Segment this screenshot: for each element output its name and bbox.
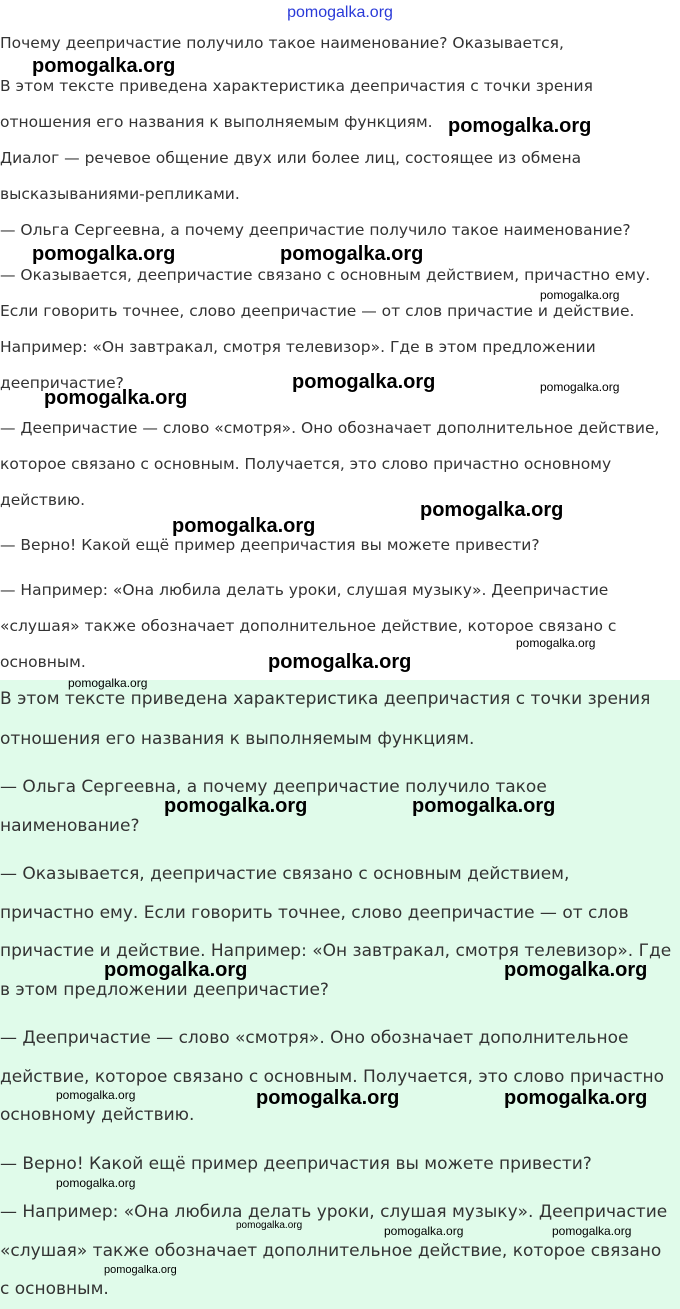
- watermark-text: pomogalka.org: [56, 1176, 136, 1190]
- site-header-link[interactable]: pomogalka.org: [287, 4, 393, 21]
- answer-line: «слушая» также обозначает дополнительное действие, которое связано: [0, 1241, 662, 1261]
- task-line: которое связано с основным. Получается, это слово причастно основному: [0, 455, 612, 473]
- answer-line: причастно ему. Если говорить точнее, слово деепричастие — от слов: [0, 903, 629, 923]
- watermark-text: pomogalka.org: [412, 795, 556, 817]
- watermark-text: pomogalka.org: [56, 1088, 136, 1102]
- watermark-text: pomogalka.org: [32, 243, 176, 265]
- task-line: — Ольга Сергеевна, а почему деепричастие получило такое наименование?: [0, 221, 631, 239]
- answer-line: отношения его названия к выполняемым функциям.: [0, 729, 475, 749]
- answer-line: — Деепричастие — слово «смотря». Оно обозначает дополнительное: [0, 1028, 629, 1048]
- task-line: В этом тексте приведена характеристика деепричастия с точки зрения: [0, 77, 593, 95]
- watermark-text: pomogalka.org: [44, 387, 188, 409]
- watermark-text: pomogalka.org: [172, 515, 316, 537]
- watermark-text: pomogalka.org: [104, 1264, 177, 1276]
- answer-line: действие, которое связано с основным. Получается, это слово причастно: [0, 1067, 665, 1087]
- watermark-text: pomogalka.org: [104, 959, 248, 981]
- answer-line: в этом предложении деепричастие?: [0, 980, 329, 1000]
- watermark-text: pomogalka.org: [540, 288, 620, 302]
- watermark-text: pomogalka.org: [516, 636, 596, 650]
- task-line: — Верно! Какой ещё пример деепричастия вы можете привести?: [0, 536, 540, 554]
- watermark-text: pomogalka.org: [420, 499, 564, 521]
- watermark-text: pomogalka.org: [32, 55, 176, 77]
- task-line: Если говорить точнее, слово деепричастие — от слов причастие и действие.: [0, 302, 635, 320]
- watermark-text: pomogalka.org: [504, 1087, 648, 1109]
- task-line: — Например: «Она любила делать уроки, слушая музыку». Деепричастие: [0, 581, 609, 599]
- answer-line: основному действию.: [0, 1105, 195, 1125]
- answer-line: причастие и действие. Например: «Он завтракал, смотря телевизор». Где: [0, 941, 672, 961]
- answer-block: [0, 680, 680, 1309]
- task-line: — Оказывается, деепричастие связано с основным действием, причастно ему.: [0, 266, 651, 284]
- task-line: Почему деепричастие получило такое наименование? Оказывается,: [0, 34, 564, 52]
- watermark-text: pomogalka.org: [504, 959, 648, 981]
- watermark-text: pomogalka.org: [164, 795, 308, 817]
- answer-line: с основным.: [0, 1279, 109, 1299]
- answer-line: — Например: «Она любила делать уроки, слушая музыку». Деепричастие: [0, 1202, 668, 1222]
- watermark-text: pomogalka.org: [448, 115, 592, 137]
- answer-line: — Верно! Какой ещё пример деепричастия вы можете привести?: [0, 1154, 592, 1174]
- task-line: деепричастие?: [0, 374, 124, 392]
- task-line: высказываниями-репликами.: [0, 185, 240, 203]
- task-line: Например: «Он завтракал, смотря телевизор». Где в этом предложении: [0, 338, 596, 356]
- watermark-text: pomogalka.org: [256, 1087, 400, 1109]
- watermark-text: pomogalka.org: [236, 1220, 303, 1231]
- watermark-text: pomogalka.org: [552, 1224, 632, 1238]
- task-line: «слушая» также обозначает дополнительное действие, которое связано с: [0, 617, 617, 635]
- watermark-text: pomogalka.org: [540, 380, 620, 394]
- answer-line: наименование?: [0, 816, 140, 836]
- watermark-text: pomogalka.org: [268, 651, 412, 673]
- answer-line: — Оказывается, деепричастие связано с основным действием,: [0, 864, 570, 884]
- watermark-text: pomogalka.org: [68, 676, 148, 690]
- task-line: — Деепричастие — слово «смотря». Оно обозначает дополнительное действие,: [0, 419, 660, 437]
- watermark-text: pomogalka.org: [384, 1224, 464, 1238]
- task-line: основным.: [0, 653, 86, 671]
- task-line: Диалог — речевое общение двух или более лиц, состоящее из обмена: [0, 149, 582, 167]
- answer-line: В этом тексте приведена характеристика деепричастия с точки зрения: [0, 689, 651, 709]
- watermark-text: pomogalka.org: [280, 243, 424, 265]
- answer-line: — Ольга Сергеевна, а почему деепричастие получило такое: [0, 777, 547, 797]
- task-line: действию.: [0, 491, 86, 509]
- watermark-text: pomogalka.org: [292, 371, 436, 393]
- task-line: отношения его названия к выполняемым функциям.: [0, 113, 433, 131]
